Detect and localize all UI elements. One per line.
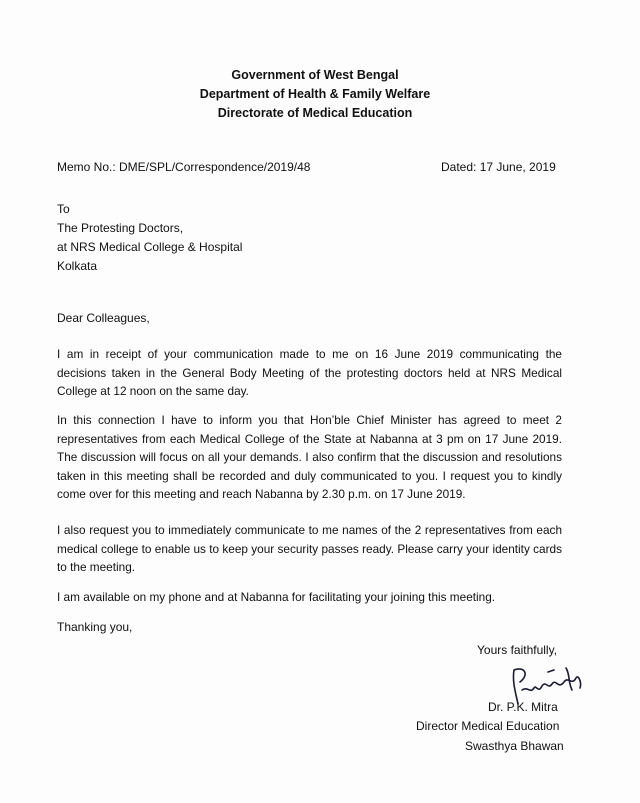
signatory-name: Dr. P.K. Mitra (488, 700, 558, 714)
memo-date: Dated: 17 June, 2019 (441, 160, 556, 174)
memo-number: Memo No.: DME/SPL/Correspondence/2019/48 (57, 160, 311, 174)
body-paragraph-3: I also request you to immediately communicate to me names of the 2 representatives from each medical college to enable us to keep your security passes ready. Please carry your identity cards to the meeting. (57, 523, 562, 574)
address-to: To (57, 202, 70, 216)
address-line-3: Kolkata (57, 259, 98, 273)
directorate-name: Directorate of Medical Education (217, 106, 413, 120)
signatory-place: Swasthya Bhawan (465, 739, 564, 753)
department-name: Department of Health & Family Welfare (199, 87, 431, 101)
govt-name: Government of West Bengal (231, 68, 399, 82)
letterhead (0, 66, 640, 123)
closing-thanks: Thanking you, (57, 620, 133, 634)
body-paragraph-2: In this connection I have to inform you that Hon’ble Chief Minister has agreed to meet 2 representatives from each Medical College of the State at Nabanna at 3 pm on 17 June 2019. The discussion will focus on all your demands. I also confirm that the discussion and resolutions taken in this meeting shall be recorded and duly communicated to you. I request you to kindly come over for this meeting and reach Nabanna by 2.30 p.m. on 17 June 2019. (57, 413, 562, 501)
recipient-address (57, 200, 242, 276)
body-paragraph-1: I am in receipt of your communication made to me on 16 June 2019 communicating the decisions taken in the General Body Meeting of the protesting doctors held at NRS Medical College at 12 noon on the same day. (57, 347, 562, 398)
body-paragraph-4: I am available on my phone and at Nabanna for facilitating your joining this meeting. (57, 590, 496, 604)
salutation: Dear Colleagues, (57, 311, 150, 325)
closing-yours: Yours faithfully, (477, 643, 558, 657)
address-line-2: at NRS Medical College & Hospital (57, 240, 243, 254)
address-line-1: The Protesting Doctors, (57, 221, 184, 235)
signatory-title: Director Medical Education (416, 719, 560, 733)
